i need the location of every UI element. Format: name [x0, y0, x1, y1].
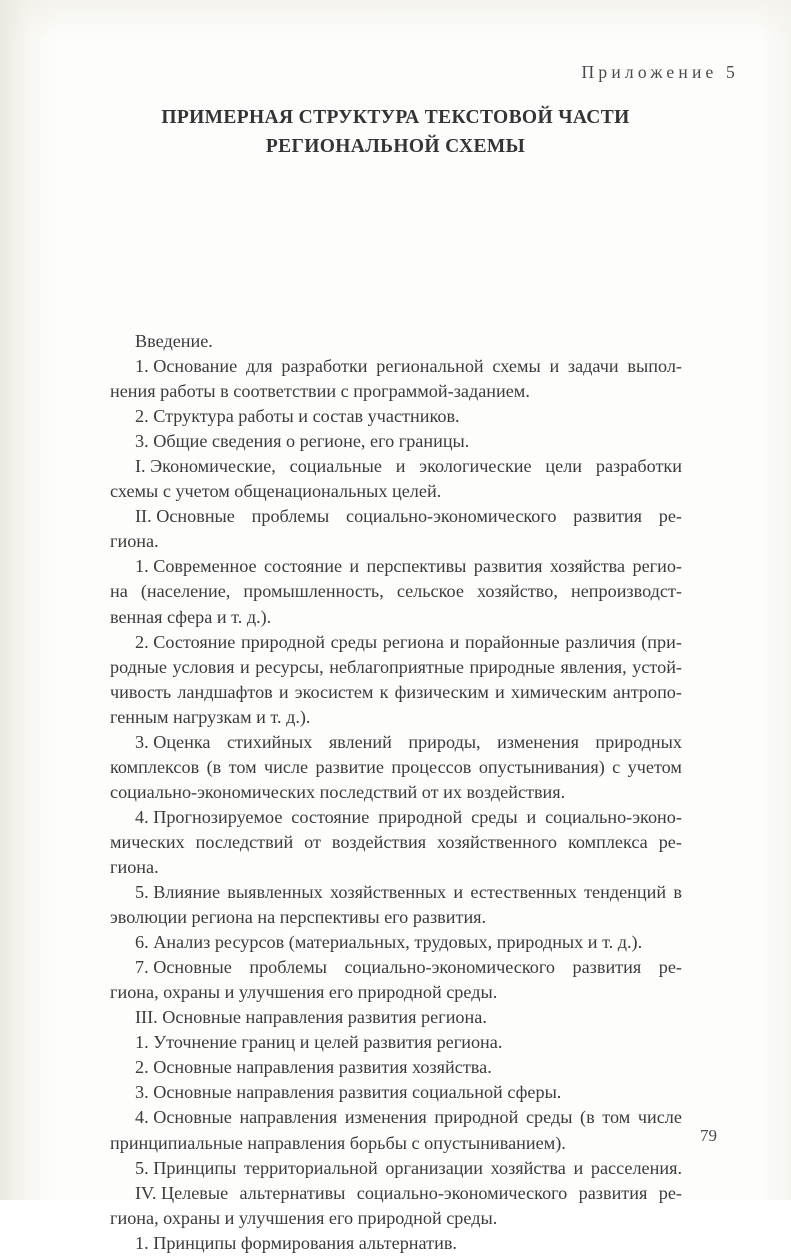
body-line — [110, 730, 682, 755]
body-word: и — [526, 806, 537, 827]
body-word: 1. Основание — [135, 356, 238, 377]
body-line: 1. Уточнение границ и целей развития региона. — [135, 1032, 503, 1053]
body-line: генным нагрузкам и т. д.). — [110, 706, 311, 727]
body-word: цели — [545, 456, 583, 477]
body-word: природной — [240, 631, 325, 652]
body-word: природной — [378, 806, 463, 827]
body-word: региона — [382, 631, 444, 652]
body-word: различия — [565, 631, 636, 652]
body-word: том — [228, 756, 257, 777]
body-word: и — [395, 456, 406, 477]
body-line: 2. Основные направления развития хозяйства. — [135, 1057, 492, 1078]
page-number: 79 — [700, 1126, 717, 1145]
body-word: разработки — [281, 356, 368, 377]
body-word: среды — [330, 631, 378, 652]
body-word: развития — [473, 556, 543, 577]
body-word: и — [449, 631, 460, 652]
body-word: и — [573, 1157, 584, 1178]
body-word: выпол- — [627, 356, 682, 377]
body-word: выявленных — [227, 882, 323, 903]
body-word: хозяйства — [549, 556, 626, 577]
body-word: природных — [595, 731, 682, 752]
body-line — [110, 1181, 682, 1206]
body-line: гиона. — [110, 856, 159, 877]
body-word: 5. Принципы — [135, 1157, 237, 1178]
body-word: устой- — [632, 656, 682, 677]
body-word: условия — [172, 656, 235, 677]
body-word: экологические — [419, 456, 532, 477]
body-word: комплексов — [110, 756, 200, 777]
body-word: порайонные — [464, 631, 560, 652]
body-line — [110, 554, 682, 579]
body-line: III. Основные направления развития региона. — [135, 1007, 487, 1028]
body-word: 3. Оценка — [135, 731, 211, 752]
body-word: хозяйство, — [477, 581, 558, 602]
body-word: альтернативы — [239, 1182, 346, 1203]
body-line: 3. Общие сведения о регионе, его границы. — [135, 431, 470, 452]
body-word: от — [304, 831, 321, 852]
body-word: и — [239, 656, 250, 677]
body-word: среды — [525, 1107, 573, 1128]
body-word: ре- — [658, 1182, 682, 1203]
body-word: социально-эконо- — [545, 806, 682, 827]
body-word: опустынивания) — [478, 756, 605, 777]
body-word: родные — [110, 656, 167, 677]
body-line — [110, 1105, 682, 1130]
body-word: состояние — [263, 556, 343, 577]
body-word: химическим — [510, 681, 607, 702]
page-title-line-2: РЕГИОНАЛЬНОЙ СХЕМЫ — [265, 136, 526, 157]
body-line: гиона, охраны и улучшения его природной среды. — [110, 1207, 498, 1228]
body-word: схемы — [492, 356, 541, 377]
body-word: ре- — [658, 957, 682, 978]
document-body — [110, 329, 682, 1256]
body-word: развития — [578, 1182, 648, 1203]
body-line — [110, 454, 682, 479]
body-word: социально-экономического — [356, 1182, 568, 1203]
body-word: учетом — [627, 756, 682, 777]
scan-gutter-shadow-right — [757, 0, 791, 1200]
body-line — [110, 880, 682, 905]
body-line: 3. Основные направления развития социальной сферы. — [135, 1082, 562, 1103]
body-word: антропо- — [612, 681, 682, 702]
body-word: перспективы — [366, 556, 467, 577]
body-word: в — [673, 882, 682, 903]
body-word: и — [278, 681, 289, 702]
body-word: состояние — [291, 806, 370, 827]
body-word: 5. Влияние — [135, 882, 221, 903]
body-line: гиона, охраны и улучшения его природной среды. — [110, 982, 498, 1003]
body-word: (в — [206, 756, 222, 777]
body-word: промышленность, — [243, 581, 384, 602]
page-title — [0, 103, 791, 161]
body-line: 2. Структура работы и состав участников. — [135, 406, 460, 427]
body-word: хозяйственного — [437, 831, 558, 852]
body-line: 1. Принципы формирования альтернатив. — [135, 1232, 457, 1253]
body-word: на — [110, 581, 128, 602]
body-word: природы, — [408, 731, 481, 752]
body-line: венная сфера и т. д.). — [110, 606, 272, 627]
body-word: изменения — [344, 1107, 427, 1128]
body-line — [110, 680, 682, 705]
body-word: социальные — [289, 456, 382, 477]
body-line — [110, 504, 682, 529]
body-word: последствий — [195, 831, 294, 852]
body-word: 7. Основные — [135, 957, 232, 978]
body-word: числе — [637, 1107, 682, 1128]
body-word: том — [602, 1107, 631, 1128]
body-line — [110, 830, 682, 855]
body-word: хозяйства — [490, 1157, 566, 1178]
body-word: природной — [434, 1107, 519, 1128]
body-word: IV. Целевые — [135, 1182, 229, 1203]
body-word: 1. Современное — [135, 556, 257, 577]
body-line: принципиальные направления борьбы с опустыниванием). — [110, 1132, 566, 1153]
body-line: эволюции региона на перспективы его развития. — [110, 907, 487, 928]
body-word: мических — [110, 831, 185, 852]
body-word: (при- — [641, 631, 682, 652]
body-word: непроизводст- — [570, 581, 682, 602]
body-word: тенденций — [584, 882, 667, 903]
body-line: нения работы в соответствии с программой-заданием. — [110, 381, 530, 402]
body-word: ре- — [658, 506, 682, 527]
body-word: региональной — [376, 356, 484, 377]
body-word: к — [379, 681, 389, 702]
body-word: задачи — [567, 356, 619, 377]
body-line — [110, 579, 682, 604]
body-line: Введение. — [135, 331, 213, 351]
body-word: (в — [580, 1107, 595, 1128]
body-word: ресурсы, — [255, 656, 324, 677]
body-word: развития — [572, 957, 642, 978]
body-word: ландшафтов — [177, 681, 273, 702]
body-line — [110, 805, 682, 830]
body-line — [110, 655, 682, 680]
body-word: экосистем — [294, 681, 374, 702]
body-word: явления, — [560, 656, 627, 677]
body-word: разработки — [595, 456, 682, 477]
body-word: 2. Состояние — [135, 631, 236, 652]
page-title-line-1: ПРИМЕРНАЯ СТРУКТУРА ТЕКСТОВОЙ ЧАСТИ — [161, 107, 630, 128]
body-line: схемы с учетом общенациональных целей. — [110, 481, 442, 502]
body-word: неблагоприятные — [329, 656, 464, 677]
appendix-header: Приложение 5 — [581, 62, 739, 82]
body-word: сельское — [396, 581, 464, 602]
body-word: и — [349, 556, 360, 577]
body-line: 6. Анализ ресурсов (материальных, трудовых, природных и т. д.). — [135, 932, 643, 953]
body-word: и — [549, 356, 560, 377]
body-word: процессов — [391, 756, 472, 777]
body-word: I. Экономические, — [135, 456, 276, 477]
body-word: территориальной — [243, 1157, 378, 1178]
body-word: естественных — [470, 882, 577, 903]
scan-gutter-shadow-top — [0, 0, 791, 40]
body-word: числе — [264, 756, 309, 777]
body-word: среды — [471, 806, 518, 827]
body-line: гиона. — [110, 531, 159, 552]
body-word: социально-экономического — [344, 957, 555, 978]
body-word: 4. Основные — [135, 1107, 232, 1128]
body-word: физическим — [394, 681, 489, 702]
body-word: направления — [239, 1107, 338, 1128]
body-word: ре- — [658, 831, 682, 852]
body-word: для — [245, 356, 273, 377]
body-line — [110, 630, 682, 655]
body-word: комплекса — [567, 831, 648, 852]
body-word: и — [494, 681, 505, 702]
body-word: явлений — [328, 731, 392, 752]
body-word: изменения — [497, 731, 579, 752]
body-word: 4. Прогнозируемое — [135, 806, 283, 827]
body-word: развитие — [315, 756, 384, 777]
body-line — [110, 955, 682, 980]
body-word: чивость — [110, 681, 172, 702]
body-word: с — [612, 756, 621, 777]
body-line — [110, 1156, 682, 1181]
body-word: социально-экономического — [346, 506, 557, 527]
body-word: хозяйственных — [330, 882, 447, 903]
body-word: воздействия — [331, 831, 427, 852]
body-word: стихийных — [226, 731, 313, 752]
body-word: и — [453, 882, 464, 903]
body-word: развития — [573, 506, 642, 527]
body-line — [110, 755, 682, 780]
body-word: II. Основные — [135, 506, 235, 527]
body-word: (население, — [140, 581, 231, 602]
body-word: проблемы — [249, 957, 327, 978]
body-word: регио- — [632, 556, 682, 577]
scan-gutter-shadow-left — [0, 0, 86, 1200]
body-word: расселения. — [590, 1157, 682, 1178]
body-line — [110, 354, 682, 379]
body-word: организации — [385, 1157, 483, 1178]
body-word: проблемы — [251, 506, 330, 527]
body-word: природные — [469, 656, 555, 677]
body-line: социально-экономических последствий от их воздействия. — [110, 781, 566, 802]
